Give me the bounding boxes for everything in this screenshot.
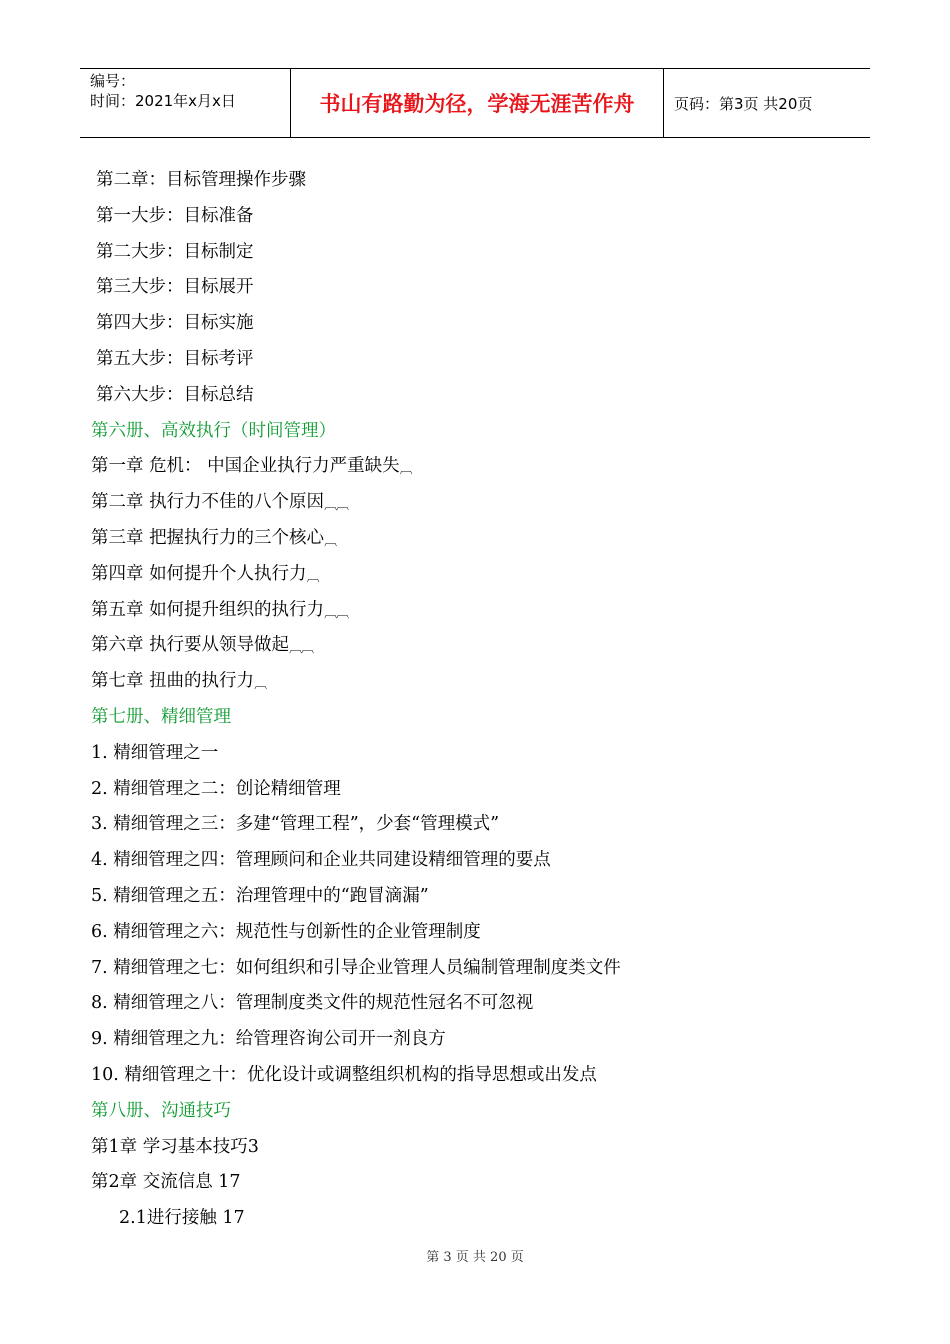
section-heading — [91, 1093, 231, 1129]
bracket-mark-icon: ︹︹ — [324, 498, 349, 514]
line-text: 第1章 学习基本技巧3 — [91, 1136, 259, 1157]
line-text: 第六章 执行要从领导做起 — [91, 635, 290, 656]
line-text: 第五大步：目标考评 — [96, 349, 254, 369]
bracket-mark-icon: ︹︹ — [289, 641, 314, 657]
toc-line — [119, 1200, 245, 1236]
toc-line — [96, 234, 254, 270]
toc-line — [91, 985, 533, 1021]
toc-line — [91, 878, 429, 914]
line-text: 7. 精细管理之七：如何组织和引导企业管理人员编制管理制度类文件 — [91, 957, 621, 978]
line-text: 6. 精细管理之六：规范性与创新性的企业管理制度 — [91, 921, 481, 942]
line-text: 3. 精细管理之三：多建“管理工程”，少套“管理模式” — [91, 814, 500, 835]
line-text: 第八册、沟通技巧 — [91, 1100, 231, 1121]
bracket-mark-icon: ︹ — [254, 677, 267, 693]
line-text: 第二章：目标管理操作步骤 — [96, 170, 306, 190]
toc-line — [96, 377, 254, 413]
toc-line — [91, 1057, 597, 1093]
toc-line — [91, 1129, 259, 1165]
toc-line — [91, 806, 499, 842]
line-text: 第三大步：目标展开 — [96, 277, 254, 298]
line-text: 5. 精细管理之五：治理管理中的“跑冒滴漏” — [91, 886, 429, 906]
toc-line — [91, 484, 348, 522]
line-text: 8. 精细管理之八：管理制度类文件的规范性冠名不可忽视 — [91, 993, 534, 1014]
toc-line — [96, 305, 254, 341]
section-heading — [91, 413, 336, 449]
line-text: 第二章 执行力不佳的八个原因 — [91, 492, 325, 513]
bracket-mark-icon: ︹ — [399, 462, 412, 478]
toc-line — [91, 520, 336, 558]
line-text: 第六大步：目标总结 — [96, 384, 254, 405]
line-text: 1. 精细管理之一 — [91, 742, 219, 763]
line-text: 第四章 如何提升个人执行力 — [91, 563, 307, 584]
line-text: 9. 精细管理之九：给管理咨询公司开一剂良方 — [91, 1029, 446, 1050]
toc-line — [96, 269, 254, 305]
line-text: 10. 精细管理之十：优化设计或调整组织机构的指导思想或出发点 — [91, 1065, 597, 1085]
line-text: 2. 精细管理之二：创论精细管理 — [91, 778, 341, 799]
line-text: 2.1进行接触 17 — [119, 1208, 245, 1229]
toc-line — [91, 735, 218, 771]
toc-line — [91, 592, 348, 630]
toc-line — [91, 556, 319, 594]
line-text: 第六册、高效执行（时间管理） — [91, 420, 336, 441]
page-label: 页码：第3页 共20页 — [674, 94, 813, 113]
header-meta — [80, 69, 291, 137]
toc-line — [91, 1021, 446, 1057]
motto: 书山有路勤为径，学海无涯苦作舟 — [291, 69, 664, 137]
bracket-mark-icon: ︹ — [306, 569, 319, 585]
number-label: 编号： — [90, 72, 136, 90]
toc-line — [96, 341, 254, 377]
line-text: 第一章 危机： 中国企业执行力严重缺失 — [91, 456, 400, 477]
toc-line — [91, 950, 621, 986]
line-text: 第2章 交流信息 17 — [91, 1172, 241, 1193]
line-text: 第二大步：目标制定 — [96, 241, 254, 262]
line-text: 第七章 扭曲的执行力 — [91, 671, 255, 692]
line-text: 第一大步：目标准备 — [96, 205, 254, 226]
page-header — [80, 68, 870, 138]
toc-line — [91, 1164, 241, 1200]
line-text: 第三章 把握执行力的三个核心 — [91, 528, 325, 548]
page-footer: 第 3 页 共 20 页 — [426, 1250, 524, 1265]
toc-line — [91, 448, 412, 486]
line-text: 4. 精细管理之四：管理顾问和企业共同建设精细管理的要点 — [91, 850, 551, 871]
toc-line — [91, 771, 341, 807]
time-label: 时间：2021年x月x日 — [90, 92, 236, 110]
section-heading — [91, 699, 231, 735]
toc-line — [91, 842, 551, 878]
line-text: 第四大步：目标实施 — [96, 313, 254, 334]
bracket-mark-icon: ︹︹ — [324, 605, 349, 621]
toc-line — [91, 663, 266, 701]
toc-line — [96, 162, 306, 198]
bracket-mark-icon: ︹ — [324, 534, 337, 549]
line-text: 第五章 如何提升组织的执行力 — [91, 599, 325, 620]
toc-line — [91, 627, 313, 665]
line-text: 第七册、精细管理 — [91, 707, 231, 727]
toc-line — [91, 914, 481, 950]
toc-line — [96, 198, 254, 234]
